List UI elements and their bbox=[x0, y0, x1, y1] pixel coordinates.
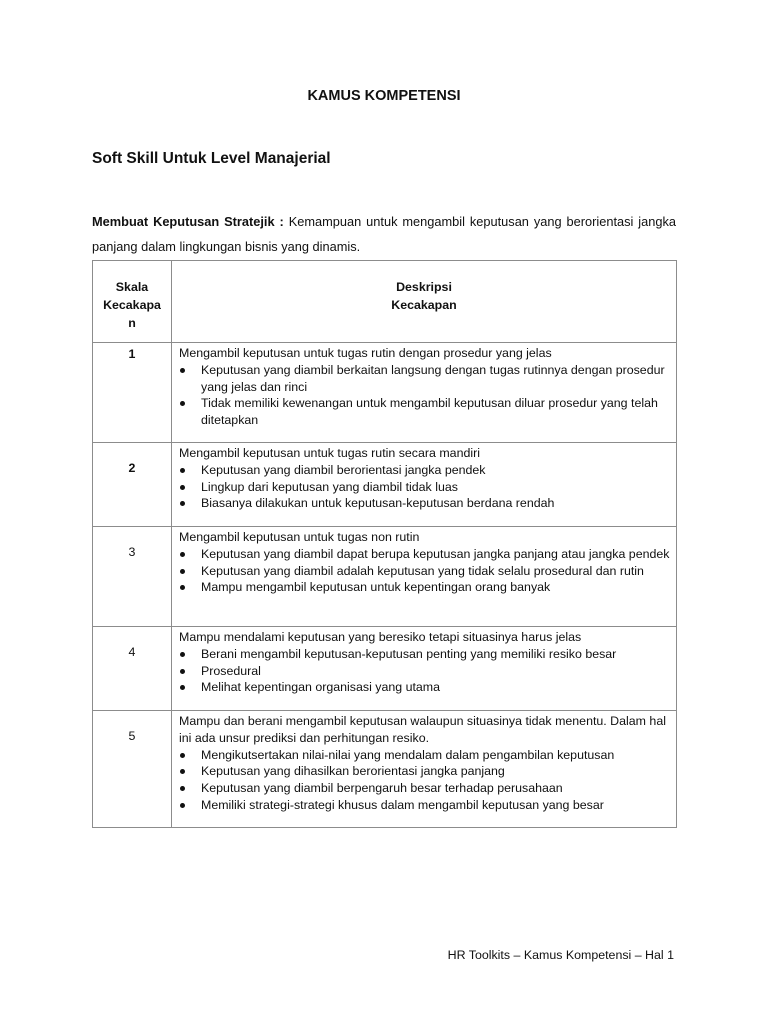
bullet-item: Berani mengambil keputusan-keputusan penting yang memiliki resiko besar bbox=[179, 646, 670, 663]
header-desc-line: Kecakapan bbox=[391, 298, 457, 312]
level-description bbox=[172, 711, 677, 828]
bullet-item: Keputusan yang diambil berpengaruh besar terhadap perusahaan bbox=[179, 780, 670, 797]
bullet-list bbox=[179, 546, 670, 596]
bullet-item: Biasanya dilakukan untuk keputusan-keputusan berdana rendah bbox=[179, 495, 670, 512]
document-title: KAMUS KOMPETENSI bbox=[307, 88, 461, 104]
table-row bbox=[93, 343, 677, 443]
level-description bbox=[172, 527, 677, 627]
level-heading: Mampu mendalami keputusan yang beresiko tetapi situasinya harus jelas bbox=[179, 630, 582, 644]
level-description bbox=[172, 343, 677, 443]
bullet-list bbox=[179, 362, 670, 429]
bullet-list bbox=[179, 747, 670, 814]
table-row bbox=[93, 627, 677, 711]
bullet-item: Tidak memiliki kewenangan untuk mengambil keputusan diluar prosedur yang telah ditetapkan bbox=[179, 395, 670, 429]
header-scale bbox=[93, 261, 172, 343]
competency-name: Membuat Keputusan Stratejik : bbox=[92, 214, 284, 229]
scale-level: 5 bbox=[93, 711, 172, 828]
bullet-item: Lingkup dari keputusan yang diambil tidak luas bbox=[179, 479, 670, 496]
bullet-item: Memiliki strategi-strategi khusus dalam mengambil keputusan yang besar bbox=[179, 797, 670, 814]
bullet-item: Keputusan yang diambil adalah keputusan yang tidak selalu prosedural dan rutin bbox=[179, 563, 670, 580]
bullet-item: Mengikutsertakan nilai-nilai yang mendalam dalam pengambilan keputusan bbox=[179, 747, 670, 764]
header-scale-line: n bbox=[128, 316, 136, 330]
competency-table bbox=[92, 260, 677, 828]
bullet-item: Keputusan yang diambil berorientasi jangka pendek bbox=[179, 462, 670, 479]
bullet-item: Mampu mengambil keputusan untuk kepentingan orang banyak bbox=[179, 579, 670, 596]
competency-description: Kemampuan untuk mengambil keputusan yang berorientasi jangka panjang dalam lingkungan bisnis yang dinamis. bbox=[92, 214, 676, 254]
bullet-item: Melihat kepentingan organisasi yang utama bbox=[179, 679, 670, 696]
competency-definition bbox=[92, 209, 676, 259]
scale-level: 4 bbox=[93, 627, 172, 711]
scale-level: 2 bbox=[93, 443, 172, 527]
table-header-row bbox=[93, 261, 677, 343]
scale-level: 3 bbox=[93, 527, 172, 627]
header-scale-line: Skala bbox=[115, 280, 149, 294]
bullet-list bbox=[179, 646, 670, 696]
bullet-item: Prosedural bbox=[179, 663, 670, 680]
scale-level: 1 bbox=[93, 343, 172, 443]
header-desc-line: Deskripsi bbox=[396, 280, 452, 294]
document-subtitle: Soft Skill Untuk Level Manajerial bbox=[92, 150, 331, 167]
table-row bbox=[93, 711, 677, 828]
page-footer: HR Toolkits – Kamus Kompetensi – Hal 1 bbox=[447, 948, 674, 962]
level-description bbox=[172, 443, 677, 527]
bullet-item: Keputusan yang diambil berkaitan langsung dengan tugas rutinnya dengan prosedur yang jelas dan rinci bbox=[179, 362, 670, 396]
table-row bbox=[93, 527, 677, 627]
bullet-item: Keputusan yang dihasilkan berorientasi jangka panjang bbox=[179, 763, 670, 780]
header-description bbox=[172, 261, 677, 343]
level-heading: Mengambil keputusan untuk tugas rutin dengan prosedur yang jelas bbox=[179, 346, 552, 360]
bullet-item: Keputusan yang diambil dapat berupa keputusan jangka panjang atau jangka pendek bbox=[179, 546, 670, 563]
level-heading: Mengambil keputusan untuk tugas non rutin bbox=[179, 530, 420, 544]
table-row bbox=[93, 443, 677, 527]
bullet-list bbox=[179, 462, 670, 512]
level-heading: Mampu dan berani mengambil keputusan walaupun situasinya tidak menentu. Dalam hal ini ada unsur prediksi dan perhitungan resiko. bbox=[179, 714, 666, 745]
header-scale-line: Kecakapa bbox=[103, 298, 161, 312]
level-heading: Mengambil keputusan untuk tugas rutin secara mandiri bbox=[179, 446, 480, 460]
level-description bbox=[172, 627, 677, 711]
